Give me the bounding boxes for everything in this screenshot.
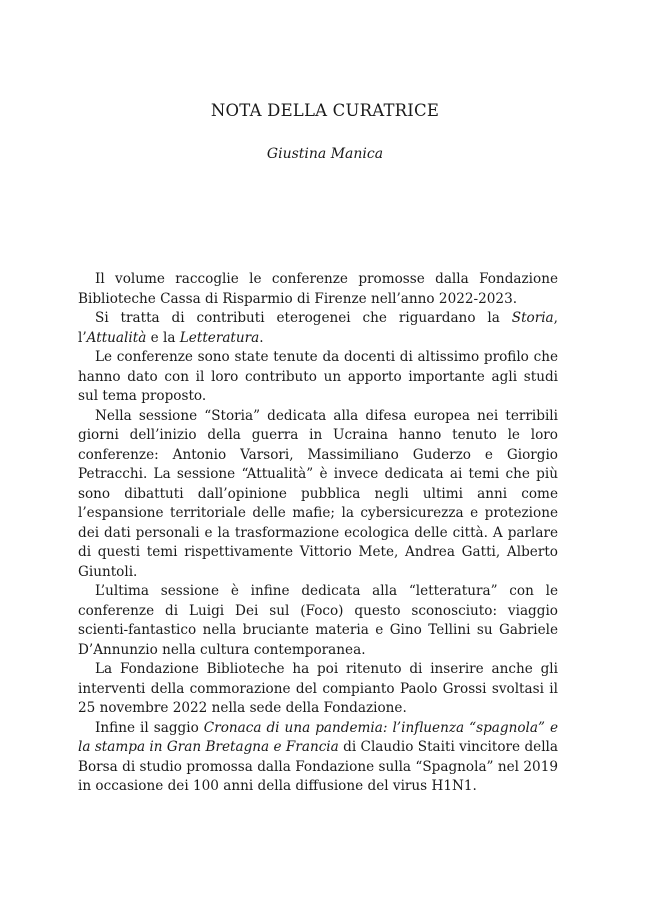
paragraph-2-italic-attualita: Attualità	[86, 329, 147, 346]
paragraph-2-text: .	[259, 329, 264, 346]
paragraph-6: La Fondazione Biblioteche ha poi ritenuto di inserire anche gli interventi della commorazione del compianto Paolo Grossi svoltasi il 25 novembre 2022 nella sede della Fondazione.	[78, 661, 558, 716]
paragraph-2	[78, 309, 558, 348]
paragraph-7-italic-title: Cronaca di una pandemia: l’influenza “spagnola” e la stampa in Gran Bretagna e Francia	[78, 719, 558, 755]
page-title: NOTA DELLA CURATRICE	[210, 101, 440, 120]
paragraph-1: Il volume raccoglie le conferenze promosse dalla Fondazione Biblioteche Cassa di Risparmio di Firenze nell’anno 2022-2023.	[78, 271, 558, 307]
author-name: Giustina Manica	[266, 146, 384, 162]
paragraph-7-text: di Claudio Staiti vincitore della Borsa di studio promossa dalla Fondazione sulla “Spagnola” nel 2019 in occasione dei 100 anni della diffusione del virus H1N1.	[78, 739, 558, 794]
paragraph-2-text: , l’	[78, 310, 558, 346]
paragraph-7	[78, 719, 558, 797]
paragraph-2-italic-letteratura: Letteratura	[179, 329, 260, 346]
paragraph-2-text: Si tratta di contributi eterogenei che riguardano la	[95, 310, 512, 326]
paragraph-2-text: e la	[146, 329, 180, 346]
paragraph-2-italic-storia: Storia	[511, 310, 554, 326]
body-text	[78, 270, 558, 797]
paragraph-3: Le conferenze sono state tenute da docenti di altissimo profilo che hanno dato con il loro contributo un apporto importante agli studi sul tema proposto.	[78, 349, 558, 404]
paragraph-4: Nella sessione “Storia” dedicata alla difesa europea nei terribili giorni dell’inizio della guerra in Ucraina hanno tenuto le loro conferenze: Antonio Varsori, Massimiliano Guderzo e Giorgio Petracchi. La sessione “Attualità” è invece dedicata ai temi che più sono dibattuti dall’opinione pubblica negli ultimi anni come l’espansione territoriale delle mafie; la cybersicurezza e protezione dei dati personali e la trasformazione ecologica delle città. A parlare di questi temi rispettivamente Vittorio Mete, Andrea Gatti, Alberto Giuntoli.	[78, 407, 558, 580]
paragraph-7-text: Infine il saggio	[95, 719, 204, 736]
paragraph-5: L’ultima sessione è infine dedicata alla “letteratura” con le conferenze di Luigi Dei sul (Foco) questo sconosciuto: viaggio scienti-fantastico nella bruciante materia e Gino Tellini su Gabriele D’Annunzio nella cultura contemporanea.	[78, 583, 558, 658]
